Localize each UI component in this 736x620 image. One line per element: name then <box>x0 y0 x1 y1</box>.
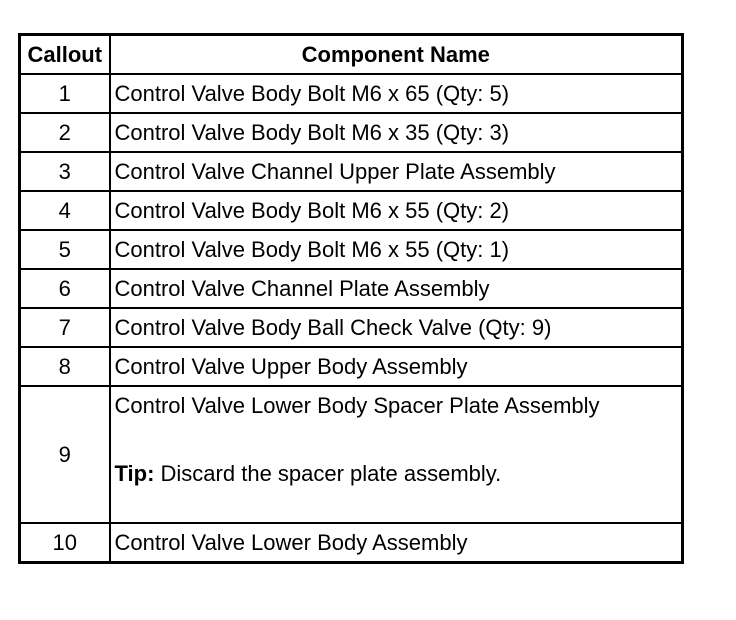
callout-number: 6 <box>20 269 110 308</box>
callout-header: Callout <box>20 35 110 75</box>
callout-number: 2 <box>20 113 110 152</box>
callout-number: 10 <box>20 523 110 563</box>
header-row <box>20 35 683 75</box>
table-row <box>20 113 683 152</box>
table-row <box>20 269 683 308</box>
component-name: Control Valve Body Bolt M6 x 65 (Qty: 5) <box>110 74 683 113</box>
component-name: Control Valve Upper Body Assembly <box>110 347 683 386</box>
table-row <box>20 230 683 269</box>
callout-number: 5 <box>20 230 110 269</box>
tip-text: Discard the spacer plate assembly. <box>154 461 502 486</box>
callout-number: 1 <box>20 74 110 113</box>
callout-number: 7 <box>20 308 110 347</box>
callout-number: 3 <box>20 152 110 191</box>
component-table <box>18 33 684 564</box>
component-name: Control Valve Channel Plate Assembly <box>110 269 683 308</box>
tip-label: Tip: <box>114 461 155 486</box>
component-name-cell <box>110 386 683 523</box>
table-row <box>20 523 683 563</box>
table-row <box>20 308 683 347</box>
callout-number: 8 <box>20 347 110 386</box>
component-name: Control Valve Body Bolt M6 x 55 (Qty: 1) <box>110 230 683 269</box>
table-row <box>20 74 683 113</box>
component-name-header: Component Name <box>110 35 683 75</box>
component-name: Control Valve Lower Body Assembly <box>110 523 683 563</box>
callout-number: 9 <box>20 386 110 523</box>
table-row <box>20 347 683 386</box>
component-name: Control Valve Channel Upper Plate Assembly <box>110 152 683 191</box>
tip-note <box>115 461 678 487</box>
component-name: Control Valve Body Bolt M6 x 35 (Qty: 3) <box>110 113 683 152</box>
table-row <box>20 152 683 191</box>
component-name: Control Valve Body Bolt M6 x 55 (Qty: 2) <box>110 191 683 230</box>
table-row <box>20 191 683 230</box>
callout-number: 4 <box>20 191 110 230</box>
component-name: Control Valve Body Ball Check Valve (Qty: 9) <box>110 308 683 347</box>
table-row <box>20 386 683 523</box>
component-name: Control Valve Lower Body Spacer Plate Assembly <box>114 393 600 418</box>
